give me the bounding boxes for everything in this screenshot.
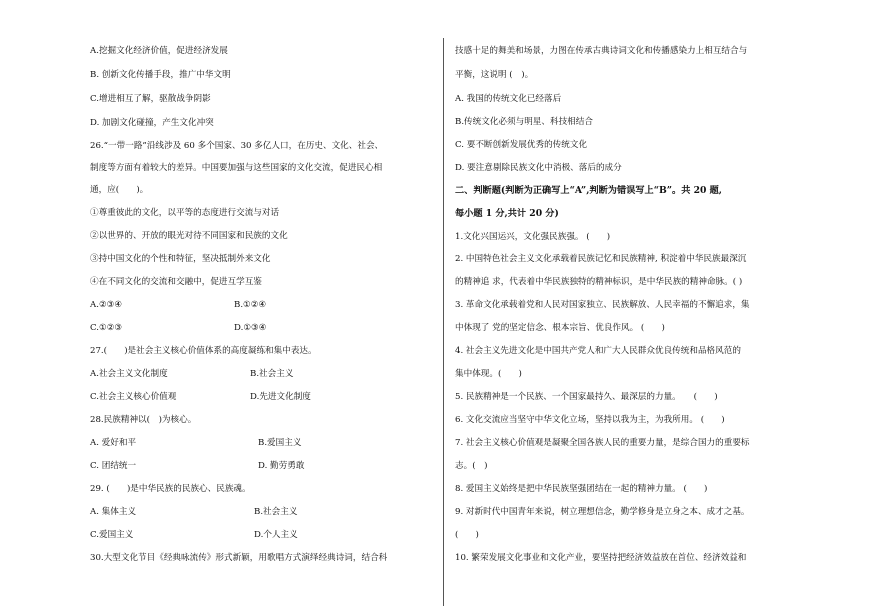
q25-option-a: A.挖掘文化经济价值，促进经济发展: [90, 46, 228, 56]
q28-option-d: D. 勤劳勇敢: [258, 461, 305, 471]
q29-option-c: C.爱国主义: [90, 530, 134, 540]
q27-stem: 27.( )是社会主义核心价值体系的高度凝练和集中表达。: [90, 346, 317, 356]
q30-stem-line-2: 技感十足的舞美和场景，力图在传承古典诗词文化和传播感染力上相互结合与: [455, 46, 748, 56]
q27-option-b: B.社会主义: [250, 369, 294, 379]
judge-8: 8. 爱国主义始终是把中华民族坚强团结在一起的精神力量。 ( ): [455, 484, 708, 494]
q29-option-d: D.个人主义: [254, 530, 298, 540]
q28-option-a: A. 爱好和平: [90, 438, 137, 448]
q26-option-c: C.①②③: [90, 323, 123, 333]
q26-stem-line-2: 制度等方面有着较大的差异。中国要加强与这些国家的文化交流，促进民心相: [90, 163, 383, 173]
judge-6: 6. 文化交流应当坚守中华文化立场，坚持以我为主，为我所用。 ( ): [455, 415, 725, 425]
q30-option-d: D. 要注意剔除民族文化中消极、落后的成分: [455, 163, 622, 173]
q26-statement-3: ③持中国文化的个性和特征，坚决抵制外来文化: [90, 254, 271, 264]
q30-option-c: C. 要不断创新发展优秀的传统文化: [455, 140, 588, 150]
q26-statement-2: ②以世界的、开放的眼光对待不同国家和民族的文化: [90, 231, 288, 241]
q27-option-c: C.社会主义核心价值观: [90, 392, 177, 402]
q26-option-d: D.①③④: [234, 323, 267, 333]
q29-option-a: A. 集体主义: [90, 507, 137, 517]
q28-stem: 28.民族精神以( )为核心。: [90, 415, 197, 425]
q26-option-a: A.②③④: [90, 300, 123, 310]
judge-2-line-1: 2. 中国特色社会主义文化承载着民族记忆和民族精神, 积淀着中华民族最深沉: [455, 254, 747, 264]
q25-option-c: C.增进相互了解，驱散战争阴影: [90, 94, 211, 104]
judge-4-line-1: 4. 社会主义先进文化是中国共产党人和广大人民群众优良传统和品格风范的: [455, 346, 741, 356]
q26-stem-line-3: 通，应( )。: [90, 185, 149, 195]
q30-stem-line-1: 30.大型文化节目《经典咏流传》形式新颖，用歌唱方式演绎经典诗词，结合科: [90, 553, 388, 563]
q27-option-d: D.先进文化制度: [250, 392, 311, 402]
judge-3-line-1: 3. 革命文化承载着党和人民对国家独立、民族解放、人民幸福的不懈追求，集: [455, 300, 750, 310]
judge-9-line-2: ( ): [455, 530, 479, 540]
section-2-heading-line-2: 每小题 1 分,共计 20 分): [455, 208, 559, 219]
judge-7-line-2: 志。( ): [455, 461, 488, 471]
judge-4-line-2: 集中体现。( ): [455, 369, 522, 379]
judge-10: 10. 繁荣发展文化事业和文化产业，要坚持把经济效益放在首位、经济效益和: [455, 553, 747, 563]
column-divider: [443, 38, 444, 606]
q30-option-a: A. 我国的传统文化已经落后: [455, 94, 562, 104]
judge-5: 5. 民族精神是一个民族、一个国家最持久、最深层的力量。 ( ): [455, 392, 718, 402]
q28-option-c: C. 团结统一: [90, 461, 137, 471]
q28-option-b: B.爱国主义: [258, 438, 302, 448]
q26-stem-line-1: 26.“一带一路”沿线涉及 60 多个国家、30 多亿人口，在历史、文化、社会、: [90, 141, 384, 151]
judge-7-line-1: 7. 社会主义核心价值观是凝聚全国各族人民的重要力量，是综合国力的重要标: [455, 438, 750, 448]
q25-option-d: D. 加剧文化碰撞，产生文化冲突: [90, 118, 214, 128]
q29-option-b: B.社会主义: [254, 507, 298, 517]
q30-stem-line-3: 平衡，这说明 ( )。: [455, 70, 534, 80]
judge-2-line-2: 的精神追 求，代表着中华民族独特的精神标识，是中华民族的精神命脉。( ): [455, 277, 743, 287]
q30-option-b: B.传统文化必须与明星、科技相结合: [455, 117, 593, 127]
judge-1: 1.文化兴国运兴，文化强民族强。 ( ): [455, 232, 611, 242]
judge-9-line-1: 9. 对新时代中国青年来说，树立理想信念，勤学修身是立身之本、成才之基。: [455, 507, 750, 517]
judge-3-line-2: 中体现了 党的坚定信念、根本宗旨、优良作风。 ( ): [455, 323, 665, 333]
q26-option-b: B.①②④: [234, 300, 267, 310]
section-2-heading-line-1: 二、判断题(判断为正确写上“A”,判断为错误写上“B”。共 20 题,: [455, 185, 722, 196]
q26-statement-4: ④在不同文化的交流和交融中，促进互学互鉴: [90, 277, 262, 287]
q29-stem: 29. ( )是中华民族的民族心、民族魂。: [90, 484, 251, 494]
q25-option-b: B. 创新文化传播手段，推广中华文明: [90, 70, 231, 80]
q26-statement-1: ①尊重彼此的文化，以平等的态度进行交流与对话: [90, 208, 280, 218]
q27-option-a: A.社会主义文化制度: [90, 369, 168, 379]
